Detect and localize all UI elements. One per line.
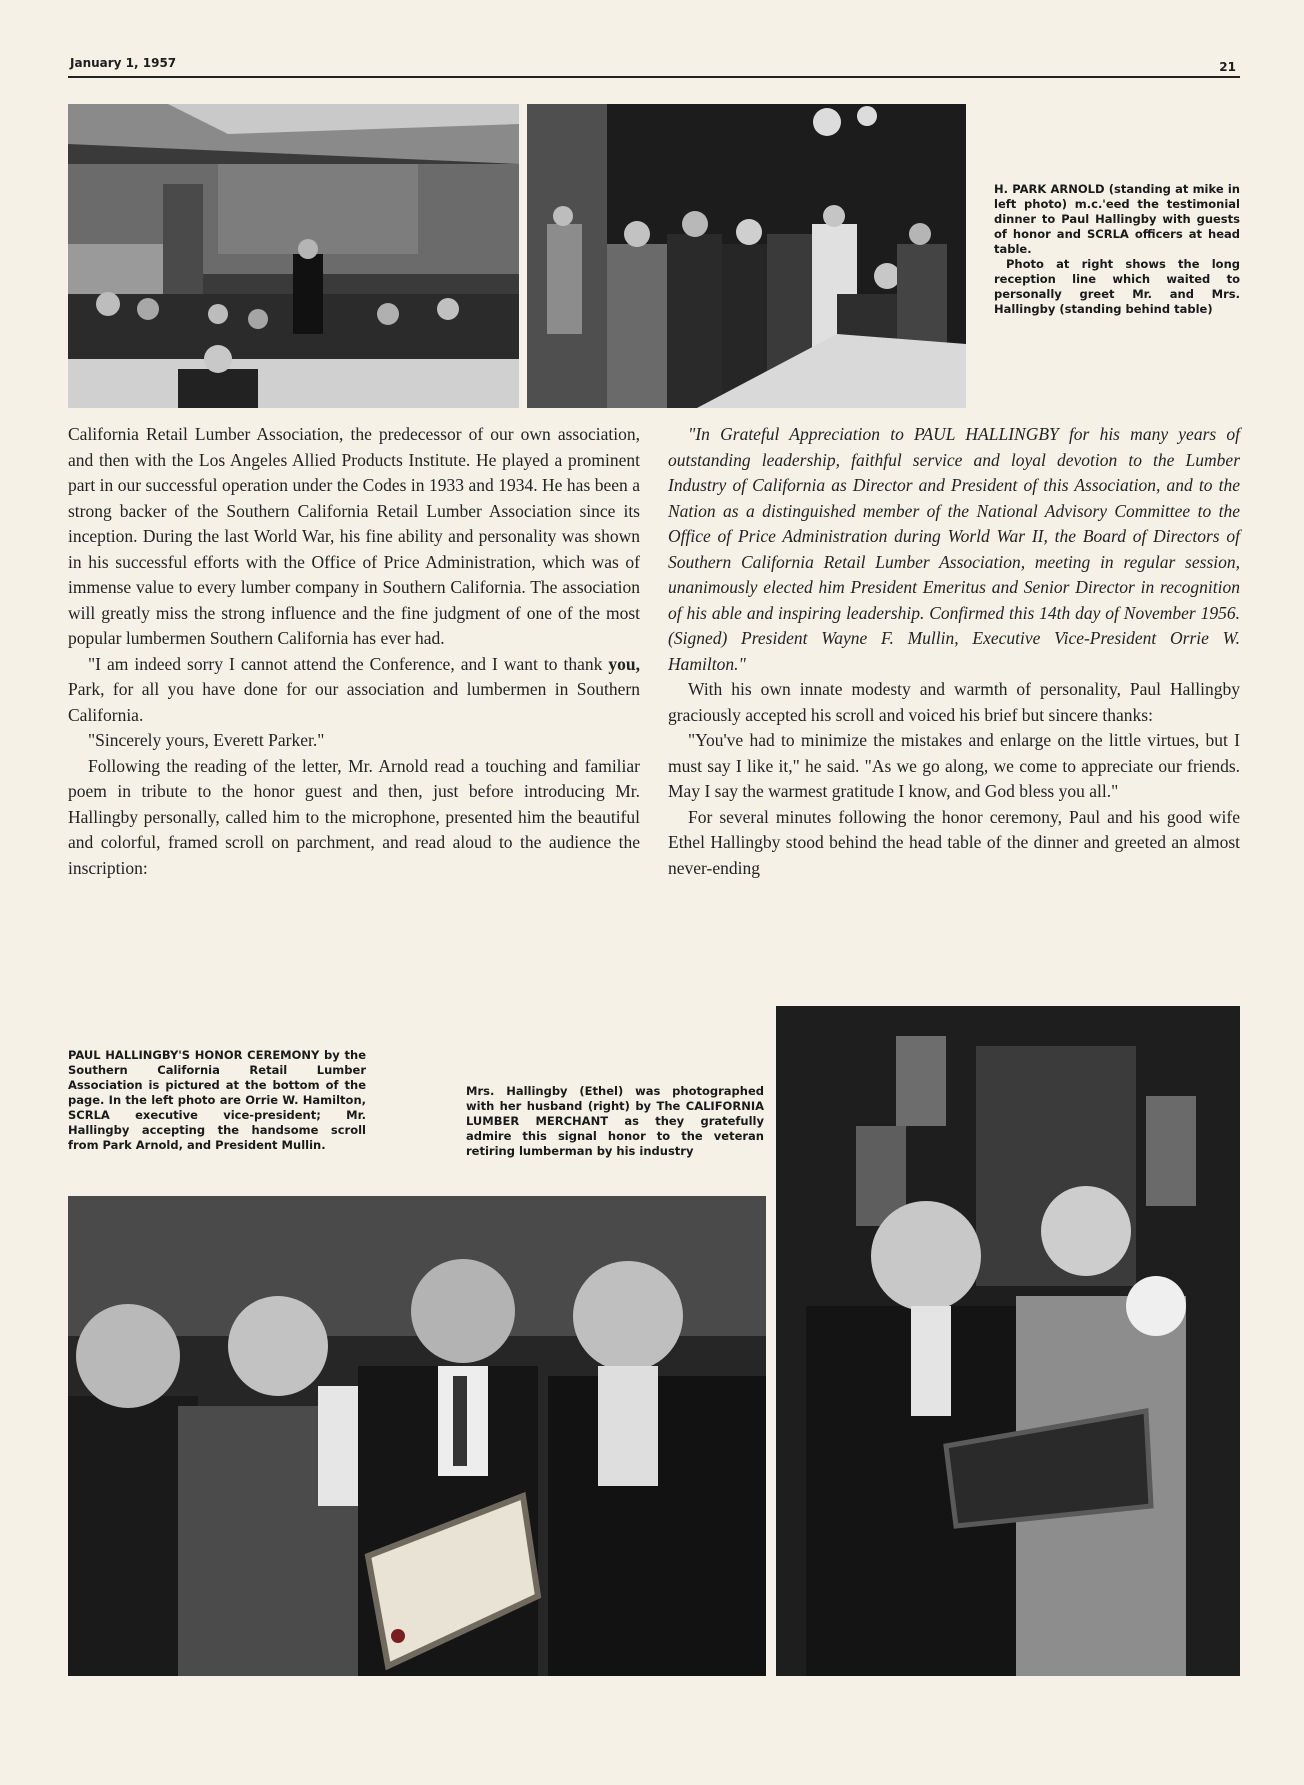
right-paragraph-2: With his own innate modesty and warmth of personality, Paul Hallingby graciously accepted his scroll and voiced his brief but sincere thanks: [668,679,1240,725]
left-paragraph-2-bold: you, [608,653,640,674]
left-text-column [68,422,640,881]
caption-honor-ceremony [68,1048,366,1153]
right-text-column [668,422,1240,881]
left-paragraph-4: Following the reading of the letter, Mr. Arnold read a touching and familiar poem in tribute to the honor guest and then, just before introducing Mr. Hallingby personally, called him to the microphone, presented him the beautiful and colorful, framed scroll on parchment, and read aloud to the audience the inscription: [68,755,640,878]
caption-honor-ceremony-text: PAUL HALLINGBY'S HONOR CEREMONY by the Southern California Retail Lumber Association is pictured at the bottom of the page. In the left photo are Orrie W. Hamilton, SCRLA executive vice-president; Mr. Hallingby accepting the handsome scroll from Park Arnold, and President Mullin. [68,1048,366,1152]
scroll-inscription [668,422,1240,677]
right-paragraph-4: For several minutes following the honor ceremony, Paul and his good wife Ethel Hallingby stood behind the head table of the dinner and greeted an almost never-ending [668,806,1240,878]
photo-mr-mrs-hallingby [776,1006,1240,1676]
photo-scroll-presentation [68,1196,766,1676]
caption-mrs-hallingby [466,1084,764,1159]
photo-testimonial-dinner [68,104,519,408]
photo-reception-line [527,104,966,408]
left-paragraph-2-b: Park, for all you have done for our association and lumbermen in Southern California. [68,679,640,725]
left-paragraph-3: "Sincerely yours, Everett Parker." [88,730,325,750]
left-paragraph-1: California Retail Lumber Association, the predecessor of our own association, and then with the Los Angeles Allied Products Institute. He played a prominent part in our successful operation under the Codes in 1933 and 1934. He has been a strong backer of the Southern California Retail Lumber Association since its inception. During the last World War, his fine ability and personality was shown in his successful efforts with the Office of Price Administration, which was of immense value to every lumber company in Southern California. The association will greatly miss the strong influence and the fine judgment of one of the most popular lumbermen Southern California has ever had. [68,424,640,648]
caption-top-photos-p2: Photo at right shows the long reception line which waited to personally greet Mr. and Mrs. Hallingby (standing behind table) [994,257,1240,316]
caption-mrs-hallingby-text: Mrs. Hallingby (Ethel) was photographed with her husband (right) by The CALIFORNIA LUMBER MERCHANT as they gratefully admire this signal honor to the veteran retiring lumberman by his industry [466,1084,764,1158]
scroll-inscription-text: "In Grateful Appreciation to PAUL HALLINGBY for his many years of outstanding leadership, faithful service and loyal devotion to the Lumber Industry of California as Director and President of this Association, and to the Nation as a distinguished member of the National Advisory Committee to the Office of Price Administration during World War II, the Board of Directors of Southern California Retail Lumber Association, meeting in regular session, unanimously elected him President Emeritus and Senior Director in recognition of his able and inspiring leadership. Confirmed this 14th day of November 1956. (Signed) President Wayne F. Mullin, Executive Vice-President Orrie W. Hamilton." [668,424,1240,674]
caption-top-photos-p1: H. PARK ARNOLD (standing at mike in left photo) m.c.'eed the testimonial dinner to Paul Hallingby with guests of honor and SCRLA officers at head table. [994,182,1240,256]
page-number: 21 [1219,60,1236,74]
left-paragraph-2-a: "I am indeed sorry I cannot attend the Conference, and I want to thank [88,653,609,674]
left-paragraph-2 [68,652,640,729]
caption-top-photos [994,182,1240,317]
issue-date: January 1, 1957 [70,56,177,70]
header-rule [68,76,1240,78]
right-paragraph-3: "You've had to minimize the mistakes and enlarge on the little virtues, but I must say I like it," he said. "As we go along, we come to appreciate our friends. May I say the warmest gratitude I know, and God bless you all." [668,730,1240,801]
